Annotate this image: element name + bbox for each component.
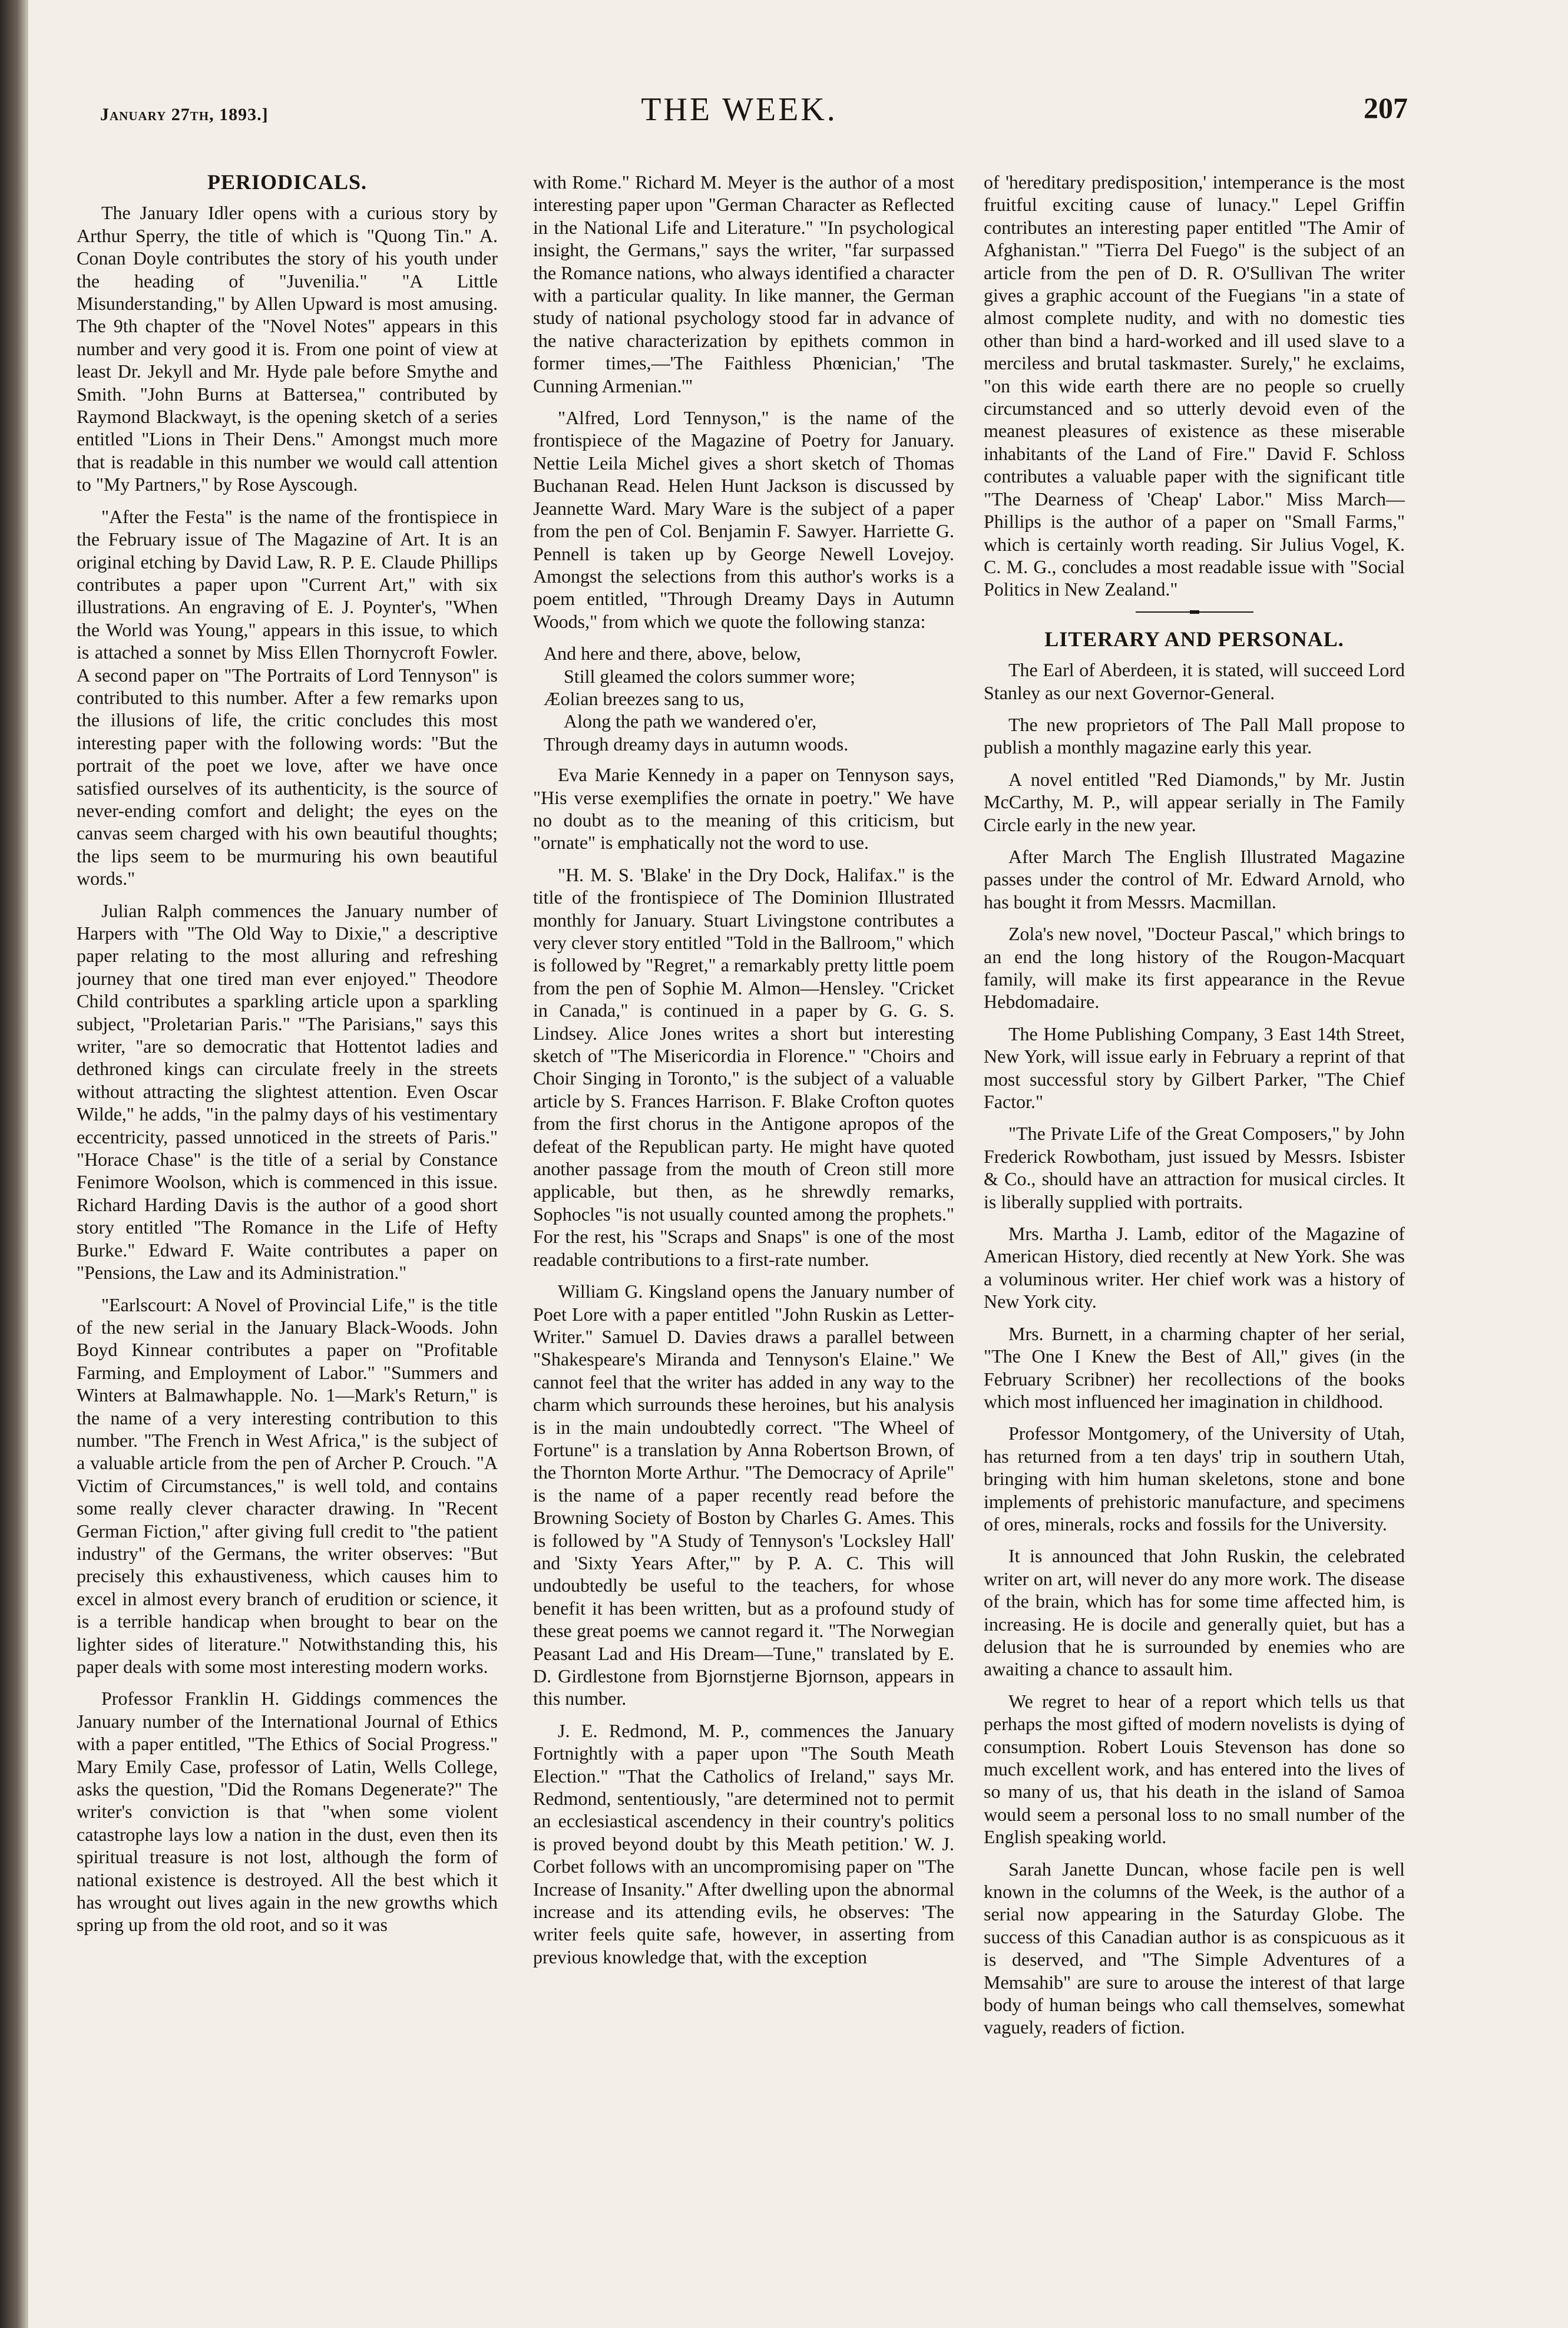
article-paragraph: The January Idler opens with a curious story by Arthur Sperry, the title of which is "Quong Tin." A. Conan Doyle contributes the story of his youth under the heading of "Juvenilia." "A Little Misunderstanding," by Allen Upward is most amusing. The 9th chapter of the "Novel Notes" appears in this number and very good it is. From one point of view at least Dr. Jekyll and Mr. Hyde pale before Smythe and Smith. "John Burns at Battersea," contributed by Raymond Blackwayt, is the opening sketch of a series entitled "Lions in Their Dens." Amongst much more that is readable in this number we would call attention to "My Partners," by Rose Ayscough. (77, 202, 498, 495)
article-paragraph: J. E. Redmond, M. P., commences the January Fortnightly with a paper upon "The South Meath Election." "That the Catholics of Ireland," says Mr. Redmond, sententiously, "are determined not to permit an ecclesiastical ascendency in their country's politics is proved beyond doubt by this Meath petition.' W. J. Corbet follows with an uncompromising paper on "The Increase of Insanity." After dwelling upon the abnormal increase and its attending evils, he observes: 'The writer feels quite safe, however, in asserting from previous knowledge that, with the exception (533, 1719, 954, 1967)
article-paragraph: of 'hereditary predisposition,' intemperance is the most fruitful exciting cause of lunacy." Lepel Griffin contributes an interesting paper entitled "The Amir of Afghanistan." "Tierra Del Fuego" is the subject of an article from the pen of D. R. O'Sullivan The writer gives a graphic account of the Fuegians "in a state of almost complete nudity, and with no domestic ties other than bind a hard-worked and ill used slave to a merciless and brutal taskmaster. Surely," he exclaims, "on this wide earth there are no people so cruelly circumstanced and so utterly devoid even of the meanest pleasures of existence as these miserable inhabitants of the Land of Fire." David F. Schloss contributes a valuable paper with the significant title "The Dearness of 'Cheap' Labor." Miss March—Phillips is the author of a paper on "Small Farms," which is certainly worth reading. Sir Julius Vogel, K. C. M. G., concludes a most readable issue with "Social Politics in New Zealand." (984, 171, 1405, 600)
column-1 (77, 171, 498, 2303)
article-paragraph: Professor Franklin H. Giddings commences the January number of the International Journal of Ethics with a paper entitled, "The Ethics of Social Progress." Mary Emily Case, professor of Latin, Wells College, asks the question, "Did the Romans Degenerate?" The writer's conviction is that "when some violent catastrophe lays low a nation in the dust, even then its spiritual treasure is not lost, although the form of national existence is destroyed. All the best which it has wrought out lives again in the new growths which spring up from the old root, and so it was (77, 1688, 498, 1936)
news-item: Zola's new novel, "Docteur Pascal," which brings to an end the long history of the Rougon-Macquart family, will make its first appearance in the Revue Hebdomadaire. (984, 923, 1405, 1013)
poem-line: Through dreamy days in autumn woods. (544, 733, 849, 755)
news-item: Sarah Janette Duncan, whose facile pen is well known in the columns of the Week, is the author of a serial now appearing in the Saturday Globe. The success of this Canadian author is as conspicuous as it is deserved, and "The Simple Adventures of a Memsahib" are sure to arouse the interest of that large body of human beings who call themselves, somewhat vaguely, readers of fiction. (984, 1858, 1405, 2038)
column-3 (984, 171, 1405, 2303)
periodicals-heading: PERIODICALS. (207, 171, 368, 194)
article-paragraph: Julian Ralph commences the January number of Harpers with "The Old Way to Dixie," a descriptive paper relating to the most alluring and refreshing journey that one tired man ever enjoyed." Theodore Child contributes a sparkling article upon a sparkling subject, "Proletarian Paris." "The Parisians," says this writer, "are so democratic that Hottentot ladies and dethroned kings can circulate freely in the streets without attracting the slightest attention. Even Oscar Wilde," he adds, "in the palmy days of his vestimentary eccentricity, passed unnoticed in the streets of Paris." "Horace Chase" is the title of a serial by Constance Fenimore Woolson, which is commenced in this issue. Richard Harding Davis is the author of a good short story entitled "The Romance in the Life of Hefty Burke." Edward F. Waite contributes a paper on "Pensions, the Law and its Administration." (77, 900, 498, 1284)
news-item: After March The English Illustrated Magazine passes under the control of Mr. Edward Arnold, who has bought it from Messrs. Macmillan. (984, 845, 1405, 912)
news-item: The Home Publishing Company, 3 East 14th Street, New York, will issue early in February a reprint of that most successful story by Gilbert Parker, "The Chief Factor." (984, 1023, 1405, 1113)
page-binding-edge (0, 0, 28, 2328)
poem-line: Along the path we wandered o'er, (564, 710, 817, 732)
literary-personal-heading: LITERARY AND PERSONAL. (1044, 627, 1344, 651)
news-item: Mrs. Martha J. Lamb, editor of the Magazine of American History, died recently at New York. She was a voluminous writer. Her chief work was a history of New York city. (984, 1223, 1405, 1312)
newspaper-page (65, 88, 1414, 2303)
issue-date: January 27th, 1893.] (100, 105, 269, 124)
news-item: We regret to hear of a report which tells us that perhaps the most gifted of modern novelists is dying of consumption. Robert Louis Stevenson has done so much excellent work, and has entered into the lives of so many of us, that his death in the island of Samoa would seem a personal loss to no small number of the English speaking world. (984, 1690, 1405, 1848)
article-paragraph: with Rome." Richard M. Meyer is the author of a most interesting paper upon "German Character as Reflected in the National Life and Literature." "In psychological insight, the Germans," says the writer, "far surpassed the Romance nations, who always identified a character with a particular quality. In like manner, the German study of national psychology stood far in advance of the native characterization by epithets common in former times,—'The Faithless Phœnician,' 'The Cunning Armenian.'" (533, 171, 954, 396)
news-item: Mrs. Burnett, in a charming chapter of her serial, "The One I Knew the Best of All," gives (in the February Scribner) her recollections of the books which most influenced her imagination in childhood. (984, 1322, 1405, 1412)
article-paragraph: William G. Kingsland opens the January number of Poet Lore with a paper entitled "John Ruskin as Letter-Writer." Samuel D. Davies draws a parallel between "Shakespeare's Miranda and Tennyson's Elaine." We cannot feel that the writer has added in any way to the charm which surrounds these heroines, but his analysis is in the main undoubtedly correct. "The Wheel of Fortune" is a translation by Anna Robertson Brown, of the Thornton Morte Arthur. "The Democracy of Aprile" is the name of a paper recently read before the Browning Society of Boston by Charles G. Ames. This is followed by "A Study of Tennyson's 'Locksley Hall' and 'Sixty Years After,'" by P. A. C. This will undoubtedly be useful to the teachers, for whose benefit it has been written, but as a profound study of these great poems we cannot regard it. "The Norwegian Peasant Lad and His Dream—Tune," translated by E. D. Girdlestone from Bjornstjerne Bjornson, appears in this number. (533, 1281, 954, 1709)
news-item: Professor Montgomery, of the University of Utah, has returned from a ten days' trip in southern Utah, bringing with him human skeletons, stone and bone implements of prehistoric manufacture, and specimens of ores, minerals, rocks and fossils for the University. (984, 1423, 1405, 1535)
poem-stanza (533, 642, 954, 755)
article-paragraph: "Earlscourt: A Novel of Provincial Life," is the title of the new serial in the January Black-Woods. John Boyd Kinnear contributes a paper on "Profitable Farming, and Employment of Labor." "Summers and Winters at Balmawhapple. No. 1—Mark's Return," is the name of a very interesting contribution to this number. "The French in West Africa," is the subject of a valuable article from the pen of Archer P. Crouch. "A Victim of Circumstances," is well told, and contains some really clever character drawing. In "Recent German Fiction," after giving full credit to "the patient industry" of the Germans, the writer observes: "But precisely this exhaustiveness, which causes him to excel in almost every branch of erudition or science, it is a terrible handicap when brought to bear on the lighter sides of literature." Notwithstanding this, his paper deals with some most interesting modern works. (77, 1294, 498, 1677)
text-columns (65, 171, 1414, 2303)
poem-line: Æolian breezes sang to us, (544, 687, 745, 709)
page-number: 207 (1364, 91, 1408, 124)
news-item: The Earl of Aberdeen, it is stated, will succeed Lord Stanley as our next Governor-General. (984, 659, 1405, 703)
column-2 (533, 171, 954, 2303)
article-paragraph: "H. M. S. 'Blake' in the Dry Dock, Halifax." is the title of the frontispiece of The Dominion Illustrated monthly for January. Stuart Livingstone contributes a very clever story entitled "Told in the Ballroom," which is followed by "Regret," a remarkably pretty little poem from the pen of Sophie M. Almon—Hensley. "Cricket in Canada," is continued in a paper by G. G. S. Lindsey. Alice Jones writes a short but interesting sketch of "The Misericordia in Florence." "Choirs and Choir Singing in Toronto," is the subject of a valuable article by S. Frances Harrison. F. Blake Crofton quotes from the first chorus in the Antigone apropos of the defeat of the Republican party. He might have quoted another passage from the mouth of Creon still more applicable, but then, as he shrewdly remarks, Sophocles "is not usually counted among the prophets." For the rest, his "Scraps and Snaps" is one of the most readable contributions to a first-rate number. (533, 864, 954, 1270)
article-paragraph: "After the Festa" is the name of the frontispiece in the February issue of The Magazine of Art. It is an original etching by David Law, R. P. E. Claude Phillips contributes a paper upon "Current Art," with six illustrations. An engraving of E. J. Poynter's, "When the World was Young," appears in this issue, to which is attached a sonnet by Miss Ellen Thornycroft Fowler. A second paper on "The Portraits of Lord Tennyson" is contributed to this number. After a few remarks upon the illusions of life, the critic concludes this most interesting paper with the following words: "But the portrait of the poet we love, after we have once satisfied ourselves of its authenticity, is the source of never-ending comfort and delight; the eyes on the canvas seem charged with his own beautiful thoughts; the lips seem to be murmuring his own beautiful words." (77, 505, 498, 889)
poem-line: And here and there, above, below, (544, 643, 801, 664)
poem-line: Still gleamed the colors summer wore; (564, 665, 855, 687)
section-divider (1136, 610, 1253, 614)
news-item: It is announced that John Ruskin, the celebrated writer on art, will never do any more work. The disease of the brain, which has for some time affected him, is increasing. He is docile and generally quiet, but has a delusion that he is surrounded by enemies who are awaiting a chance to assault him. (984, 1545, 1405, 1680)
article-paragraph: Eva Marie Kennedy in a paper on Tennyson says, "His verse exemplifies the ornate in poetry." We have no doubt as to the meaning of this criticism, but "ornate" is emphatically not the word to use. (533, 764, 954, 854)
news-item: "The Private Life of the Great Composers," by John Frederick Rowbotham, just issued by Messrs. Isbister & Co., should have an attraction for musical circles. It is liberally supplied with portraits. (984, 1123, 1405, 1212)
publication-title: THE WEEK. (641, 91, 838, 128)
article-paragraph: "Alfred, Lord Tennyson," is the name of the frontispiece of the Magazine of Poetry for January. Nettie Leila Michel gives a short sketch of Thomas Buchanan Read. Helen Hunt Jackson is discussed by Jeannette Ward. Mary Ware is the subject of a paper from the pen of Col. Benjamin F. Sawyer. Harriette G. Pennell is taken up by George Newell Lovejoy. Amongst the selections from this author's works is a poem entitled, "Through Dreamy Days in Autumn Woods," from which we quote the following stanza: (533, 407, 954, 632)
news-item: A novel entitled "Red Diamonds," by Mr. Justin McCarthy, M. P., will appear serially in The Family Circle early in the new year. (984, 768, 1405, 835)
news-item: The new proprietors of The Pall Mall propose to publish a monthly magazine early this year. (984, 713, 1405, 758)
masthead (65, 88, 1414, 153)
